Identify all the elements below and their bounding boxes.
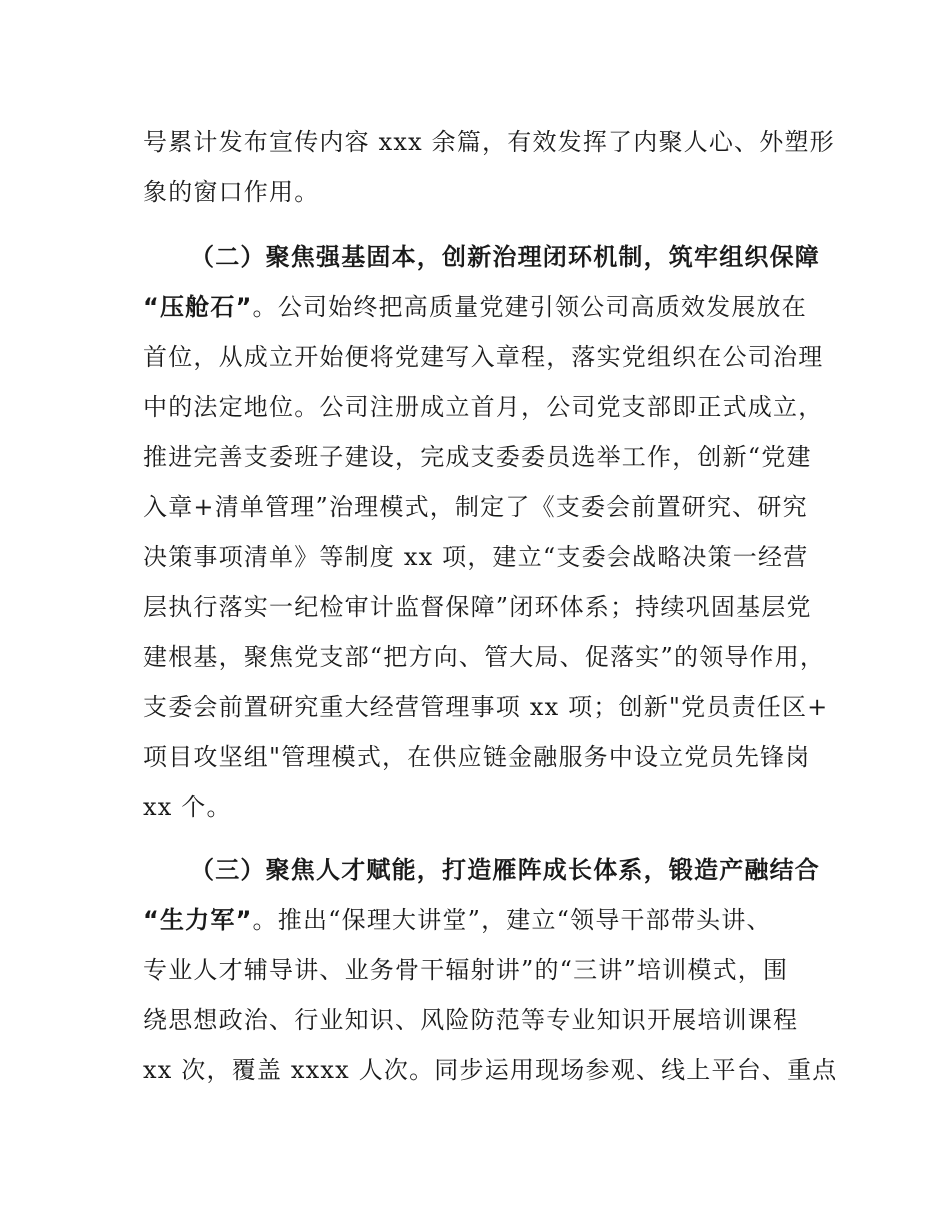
body-text-line: xx 次，覆盖 xxxx 人次。同步运用现场参观、线上平台、重点 xyxy=(143,1056,838,1084)
section-heading: （二）聚焦强基固本，创新治理闭环机制，筑牢组织保障 xyxy=(190,243,820,271)
body-text-line: 首位，从成立开始便将党建写入章程，落实党组织在公司治理 xyxy=(143,343,824,371)
section-heading: （三）聚焦人才赋能，打造雁阵成长体系，锻造产融结合 xyxy=(190,856,820,884)
body-text-line: 项目攻坚组"管理模式，在供应链金融服务中设立党员先锋岗 xyxy=(143,743,811,771)
body-text-line: 支委会前置研究重大经营管理事项 xx 项；创新"党员责任区+ xyxy=(143,693,829,721)
body-text-line: 推进完善支委班子建设，完成支委委员选举工作，创新“党建 xyxy=(143,443,812,471)
body-text-line xyxy=(143,292,807,322)
body-text-line: 号累计发布宣传内容 xxx 余篇，有效发挥了内聚人心、外塑形 xyxy=(143,128,835,156)
body-text-line: 层执行落实一纪检审计监督保障”闭环体系；持续巩固基层党 xyxy=(143,593,812,621)
body-text-line: 象的窗口作用。 xyxy=(143,178,320,206)
body-text-line: xx 个。 xyxy=(143,793,232,821)
section-heading-continuation: “生力军” xyxy=(143,906,253,934)
body-text-line: 决策事项清单》等制度 xx 项，建立“支委会战略决策一经营 xyxy=(143,543,809,571)
body-text-line: 入章+清单管理”治理模式，制定了《支委会前置研究、研究 xyxy=(143,493,808,521)
body-text-line xyxy=(143,905,772,935)
body-text-line: 绕思想政治、行业知识、风险防范等专业知识开展培训课程 xyxy=(143,1006,799,1034)
body-text-line: 专业人才辅导讲、业务骨干辐射讲”的“三讲”培训模式，围 xyxy=(143,956,789,984)
body-text-segment: 。公司始终把高质量党建引领公司高质效发展放在 xyxy=(252,293,807,321)
body-text-line: 建根基，聚焦党支部“把方向、管大局、促落实”的领导作用， xyxy=(143,643,826,671)
section-heading-continuation: “压舱石” xyxy=(143,293,253,321)
body-text-line: 中的法定地位。公司注册成立首月，公司党支部即正式成立， xyxy=(143,393,824,421)
body-text-segment: 。推出“保理大讲堂”，建立“领导干部带头讲、 xyxy=(252,906,772,934)
